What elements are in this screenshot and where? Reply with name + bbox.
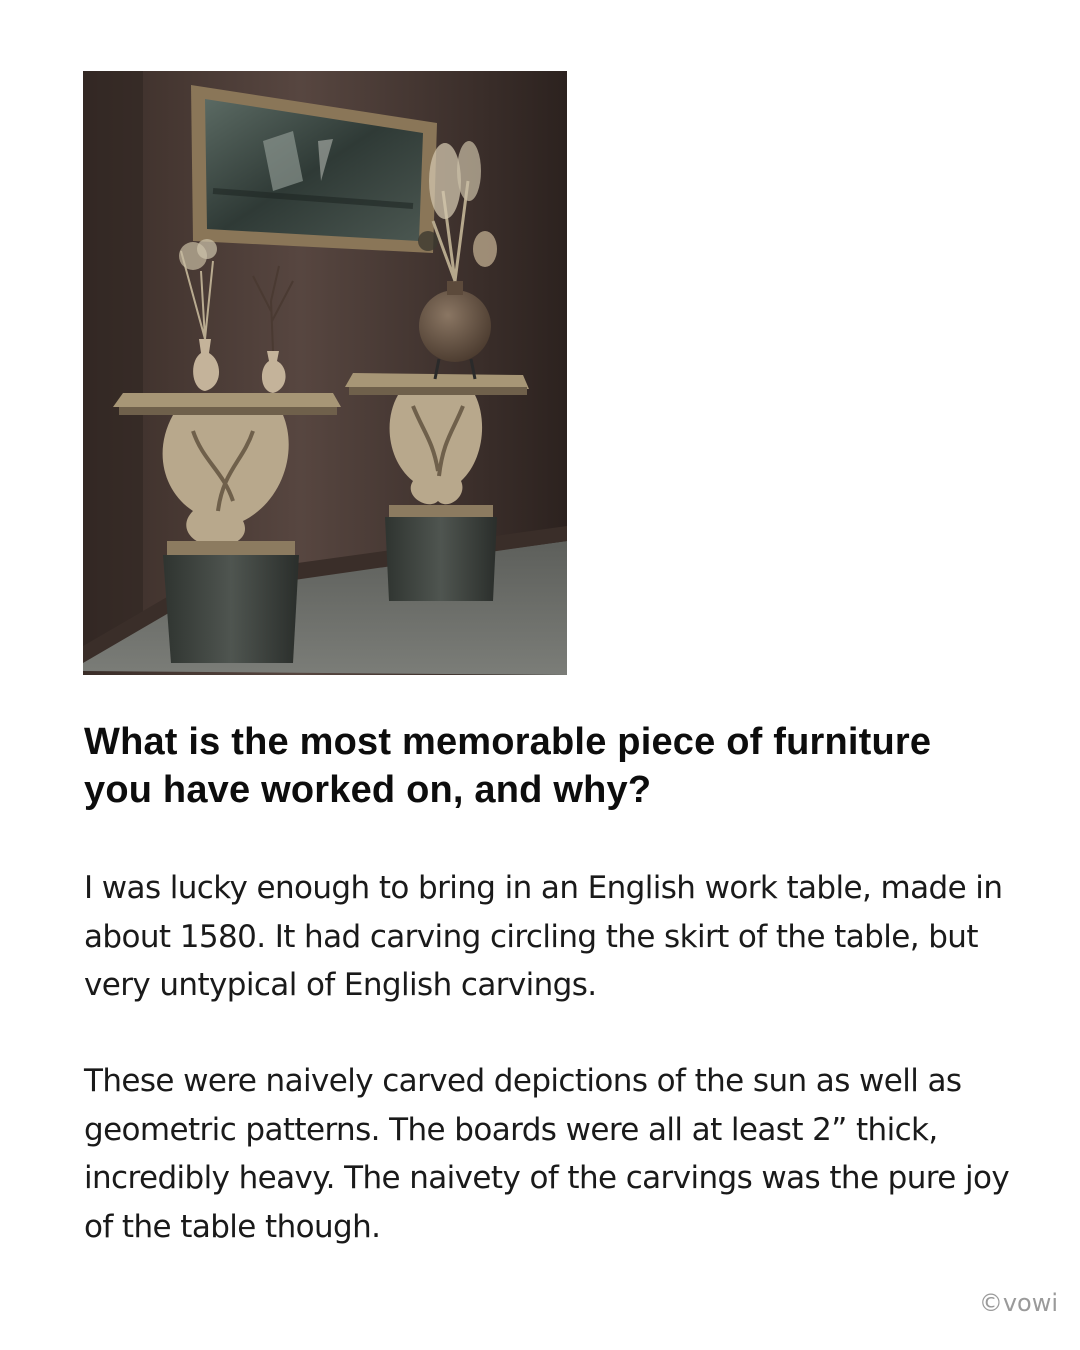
answer-paragraph-2: These were naively carved depictions of the sun as well as geometric patterns. The boards were all at least 2” thick, incredibly heavy. The naivety of the carvings was the pure joy of the table though.: [84, 1063, 1010, 1245]
answer-paragraph-1: I was lucky enough to bring in an English work table, made in about 1580. It had carving circling the skirt of the table, but very untypical of English carvings.: [84, 870, 1003, 1003]
credit-watermark: ©vowi: [978, 1289, 1058, 1317]
console-tables-illustration: [83, 71, 567, 675]
question-heading: What is the most memorable piece of furniture you have worked on, and why?: [84, 721, 932, 811]
furniture-photo: [83, 71, 567, 675]
